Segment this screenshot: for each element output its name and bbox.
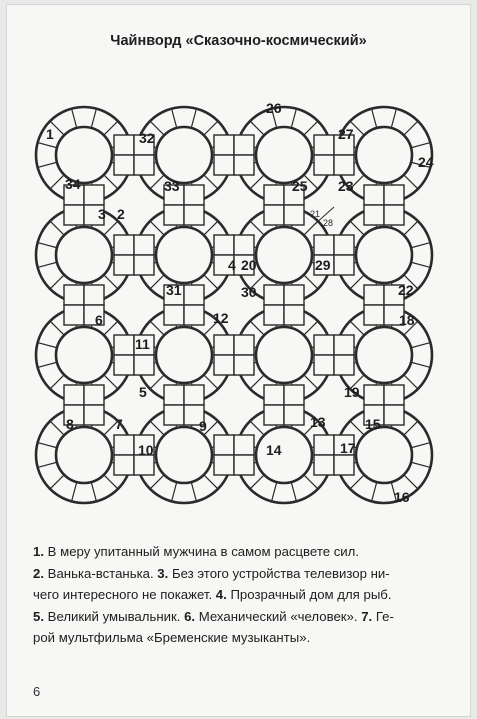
- cell-number: 7: [115, 416, 123, 432]
- link-cell: [134, 155, 154, 175]
- cell-divider: [350, 421, 364, 435]
- link-cell: [114, 235, 134, 255]
- cell-divider: [50, 421, 64, 435]
- link-cell: [284, 285, 304, 305]
- cell-divider: [150, 375, 164, 389]
- cell-divider: [250, 475, 264, 489]
- cell-divider: [350, 221, 364, 235]
- link-cell: [334, 355, 354, 375]
- link-cell: [334, 335, 354, 355]
- cell-divider: [150, 321, 164, 335]
- puzzle-title: Чайнворд «Сказочно-космический»: [110, 33, 367, 49]
- link-cell: [84, 385, 104, 405]
- ring-inner: [356, 227, 412, 283]
- cell-divider: [38, 362, 57, 367]
- link-cell: [114, 355, 134, 375]
- cell-divider: [411, 243, 430, 248]
- link-cell: [284, 405, 304, 425]
- link-cell: [264, 405, 284, 425]
- link-cell: [314, 455, 334, 475]
- link-cell: [214, 235, 234, 255]
- link-cell: [264, 385, 284, 405]
- cell-number: 24: [418, 154, 434, 170]
- link-cell: [64, 205, 84, 225]
- link-cell: [264, 185, 284, 205]
- clue-line: [33, 563, 453, 585]
- ring-inner: [256, 427, 312, 483]
- cell-number: 32: [139, 130, 155, 146]
- link-cell: [334, 155, 354, 175]
- link-cell: [114, 455, 134, 475]
- link-cell: [334, 235, 354, 255]
- link-cell: [184, 385, 204, 405]
- ring-inner: [56, 427, 112, 483]
- cell-divider: [250, 221, 264, 235]
- link-cell: [384, 185, 404, 205]
- link-cell: [164, 405, 184, 425]
- cell-divider: [304, 275, 318, 289]
- ring-inner: [356, 427, 412, 483]
- cell-divider: [204, 375, 218, 389]
- ring-inner: [256, 127, 312, 183]
- link-cell: [264, 305, 284, 325]
- cell-divider: [191, 109, 196, 128]
- page-number: 6: [33, 684, 41, 699]
- link-cell: [334, 455, 354, 475]
- link-cell: [364, 185, 384, 205]
- cell-divider: [91, 482, 96, 501]
- link-cell: [164, 205, 184, 225]
- link-cell: [184, 185, 204, 205]
- ring-inner: [356, 127, 412, 183]
- cell-divider: [72, 482, 77, 501]
- cell-divider: [291, 482, 296, 501]
- clue-number: 1.: [33, 544, 44, 559]
- link-cell: [214, 435, 234, 455]
- clue-line: [33, 541, 453, 563]
- cell-divider: [204, 175, 218, 189]
- ring-inner: [156, 427, 212, 483]
- link-cell: [364, 285, 384, 305]
- link-cell: [364, 205, 384, 225]
- clue-number: 5.: [33, 608, 44, 624]
- cell-number: 16: [394, 489, 410, 505]
- link-cell: [164, 385, 184, 405]
- cell-divider: [104, 121, 118, 135]
- cell-divider: [411, 462, 430, 467]
- link-cell: [214, 335, 234, 355]
- clue-line: [33, 606, 453, 628]
- cell-divider: [404, 121, 418, 135]
- ring-inner: [156, 227, 212, 283]
- cell-number: 2: [117, 206, 125, 222]
- cell-number: 10: [138, 442, 154, 458]
- link-cell: [284, 205, 304, 225]
- link-cell: [234, 435, 254, 455]
- cell-divider: [50, 275, 64, 289]
- link-cell: [184, 285, 204, 305]
- cell-divider: [304, 121, 318, 135]
- clue-line: [33, 627, 453, 649]
- cell-divider: [104, 221, 118, 235]
- cell-number: 8: [66, 416, 74, 432]
- cell-divider: [250, 121, 264, 135]
- link-cell: [114, 255, 134, 275]
- link-cell: [284, 385, 304, 405]
- clue-number: 4.: [215, 587, 227, 602]
- cell-divider: [38, 162, 57, 167]
- link-cell: [314, 135, 334, 155]
- cell-divider: [404, 175, 418, 189]
- cell-number: 9: [199, 418, 207, 434]
- link-cell: [314, 235, 334, 255]
- cell-divider: [104, 375, 118, 389]
- clues-text: [33, 541, 453, 649]
- link-cell: [364, 385, 384, 405]
- link-cell: [384, 205, 404, 225]
- cell-divider: [411, 262, 430, 267]
- link-cell: [114, 435, 134, 455]
- cell-divider: [404, 475, 418, 489]
- link-cell: [314, 335, 334, 355]
- cell-divider: [350, 275, 364, 289]
- cell-divider: [104, 275, 118, 289]
- cell-number: 19: [344, 384, 360, 400]
- cell-divider: [204, 475, 218, 489]
- cell-divider: [38, 343, 57, 348]
- clue-text: Без этого устройства телевизор ни-: [168, 565, 390, 581]
- cell-divider: [304, 321, 318, 335]
- link-cell: [234, 155, 254, 175]
- ring-inner: [56, 227, 112, 283]
- cell-divider: [150, 175, 164, 189]
- link-cell: [334, 255, 354, 275]
- cell-number: 21: [310, 209, 321, 219]
- cell-divider: [350, 475, 364, 489]
- cell-divider: [150, 421, 164, 435]
- cell-divider: [272, 482, 277, 501]
- link-cell: [184, 205, 204, 225]
- link-cell: [234, 335, 254, 355]
- link-cell: [264, 285, 284, 305]
- cell-number: 26: [266, 100, 282, 116]
- link-cell: [264, 205, 284, 225]
- ring-inner: [256, 327, 312, 383]
- cell-divider: [104, 175, 118, 189]
- ring-inner: [156, 127, 212, 183]
- cell-number: 30: [241, 284, 257, 300]
- cell-divider: [411, 362, 430, 367]
- clue-number: 3.: [157, 565, 169, 581]
- link-cell: [384, 405, 404, 425]
- cell-divider: [204, 121, 218, 135]
- cell-divider: [204, 275, 218, 289]
- link-cell: [114, 135, 134, 155]
- link-cell: [64, 385, 84, 405]
- clue-text: рой мультфильма «Бременские музыканты».: [33, 630, 311, 645]
- cell-divider: [250, 375, 264, 389]
- cell-divider: [304, 475, 318, 489]
- link-cell: [234, 235, 254, 255]
- cell-number: 14: [266, 442, 282, 458]
- link-cell: [64, 285, 84, 305]
- cell-number: 5: [139, 384, 147, 400]
- cell-divider: [38, 243, 57, 248]
- cell-divider: [38, 143, 57, 148]
- link-cell: [214, 455, 234, 475]
- cell-divider: [250, 421, 264, 435]
- link-cell: [234, 455, 254, 475]
- link-cell: [134, 455, 154, 475]
- link-cell: [284, 305, 304, 325]
- clue-text: В меру упитанный мужчина в самом расцвете сил.: [44, 544, 360, 559]
- cell-number: 3: [98, 206, 106, 222]
- cell-divider: [50, 175, 64, 189]
- cell-number: 6: [95, 312, 103, 328]
- link-cell: [84, 405, 104, 425]
- cell-divider: [50, 475, 64, 489]
- cell-divider: [304, 375, 318, 389]
- link-cell: [214, 155, 234, 175]
- clue-number: 6.: [184, 608, 196, 624]
- link-cell: [314, 355, 334, 375]
- link-cell: [214, 135, 234, 155]
- cell-number: 11: [135, 336, 150, 352]
- clue-text: Прозрачный дом для рыб.: [226, 587, 392, 602]
- cell-number: 28: [323, 218, 334, 228]
- cell-divider: [91, 109, 96, 128]
- clue-text: Механический «человек».: [195, 608, 362, 624]
- cell-divider: [104, 475, 118, 489]
- link-cell: [114, 155, 134, 175]
- link-cell: [364, 305, 384, 325]
- cell-divider: [250, 175, 264, 189]
- cell-divider: [191, 482, 196, 501]
- cell-divider: [38, 262, 57, 267]
- cell-number: 13: [310, 414, 326, 430]
- link-cell: [184, 305, 204, 325]
- link-cell: [234, 135, 254, 155]
- cell-divider: [291, 109, 296, 128]
- cell-divider: [372, 109, 377, 128]
- link-cell: [134, 255, 154, 275]
- link-cell: [64, 305, 84, 325]
- ring-inner: [56, 127, 112, 183]
- clue-number: 2.: [33, 565, 44, 581]
- cell-divider: [50, 221, 64, 235]
- ring-inner: [256, 227, 312, 283]
- link-cell: [134, 235, 154, 255]
- link-cell: [234, 355, 254, 375]
- ring-inner: [356, 327, 412, 383]
- cell-divider: [204, 221, 218, 235]
- clue-line: [33, 584, 453, 606]
- clue-number: 7.: [361, 608, 373, 624]
- cell-number: 27: [338, 126, 354, 142]
- cell-number: 20: [241, 257, 257, 273]
- cell-divider: [411, 443, 430, 448]
- cell-divider: [411, 343, 430, 348]
- cell-divider: [372, 482, 377, 501]
- clue-text: Ванька-встанька.: [44, 565, 158, 581]
- cell-divider: [150, 275, 164, 289]
- cell-divider: [150, 221, 164, 235]
- cell-number: 22: [398, 282, 414, 298]
- cell-divider: [38, 462, 57, 467]
- link-cell: [314, 435, 334, 455]
- cell-divider: [404, 221, 418, 235]
- cell-number: 12: [213, 310, 229, 326]
- link-cell: [84, 285, 104, 305]
- cell-number: 31: [166, 282, 182, 298]
- cell-divider: [150, 475, 164, 489]
- link-cell: [314, 155, 334, 175]
- cell-divider: [104, 321, 118, 335]
- cell-divider: [250, 321, 264, 335]
- cell-divider: [391, 109, 396, 128]
- link-cell: [84, 185, 104, 205]
- cell-divider: [172, 109, 177, 128]
- cell-number: 34: [65, 176, 81, 192]
- cell-number: 15: [365, 416, 381, 432]
- clue-text: чего интересного не покажет.: [33, 587, 216, 602]
- cell-divider: [72, 109, 77, 128]
- cell-number: 23: [338, 178, 354, 194]
- link-cell: [134, 355, 154, 375]
- cell-number: 18: [399, 312, 415, 328]
- clue-text: Великий умывальник.: [44, 608, 185, 624]
- cell-divider: [404, 421, 418, 435]
- link-cell: [114, 335, 134, 355]
- cell-number: 25: [292, 178, 308, 194]
- cell-divider: [172, 482, 177, 501]
- ring-inner: [156, 327, 212, 383]
- link-cell: [214, 355, 234, 375]
- cell-divider: [50, 321, 64, 335]
- cell-number: 4: [228, 257, 236, 273]
- cell-divider: [404, 375, 418, 389]
- cell-divider: [38, 443, 57, 448]
- clue-text: Ге-: [372, 608, 394, 624]
- cell-number: 33: [164, 178, 180, 194]
- ring-inner: [56, 327, 112, 383]
- cell-number: 17: [340, 440, 356, 456]
- link-cell: [384, 385, 404, 405]
- cell-divider: [50, 375, 64, 389]
- cell-number: 1: [46, 126, 54, 142]
- cell-divider: [411, 143, 430, 148]
- cell-number: 29: [315, 257, 331, 273]
- link-cell: [164, 305, 184, 325]
- cell-divider: [350, 321, 364, 335]
